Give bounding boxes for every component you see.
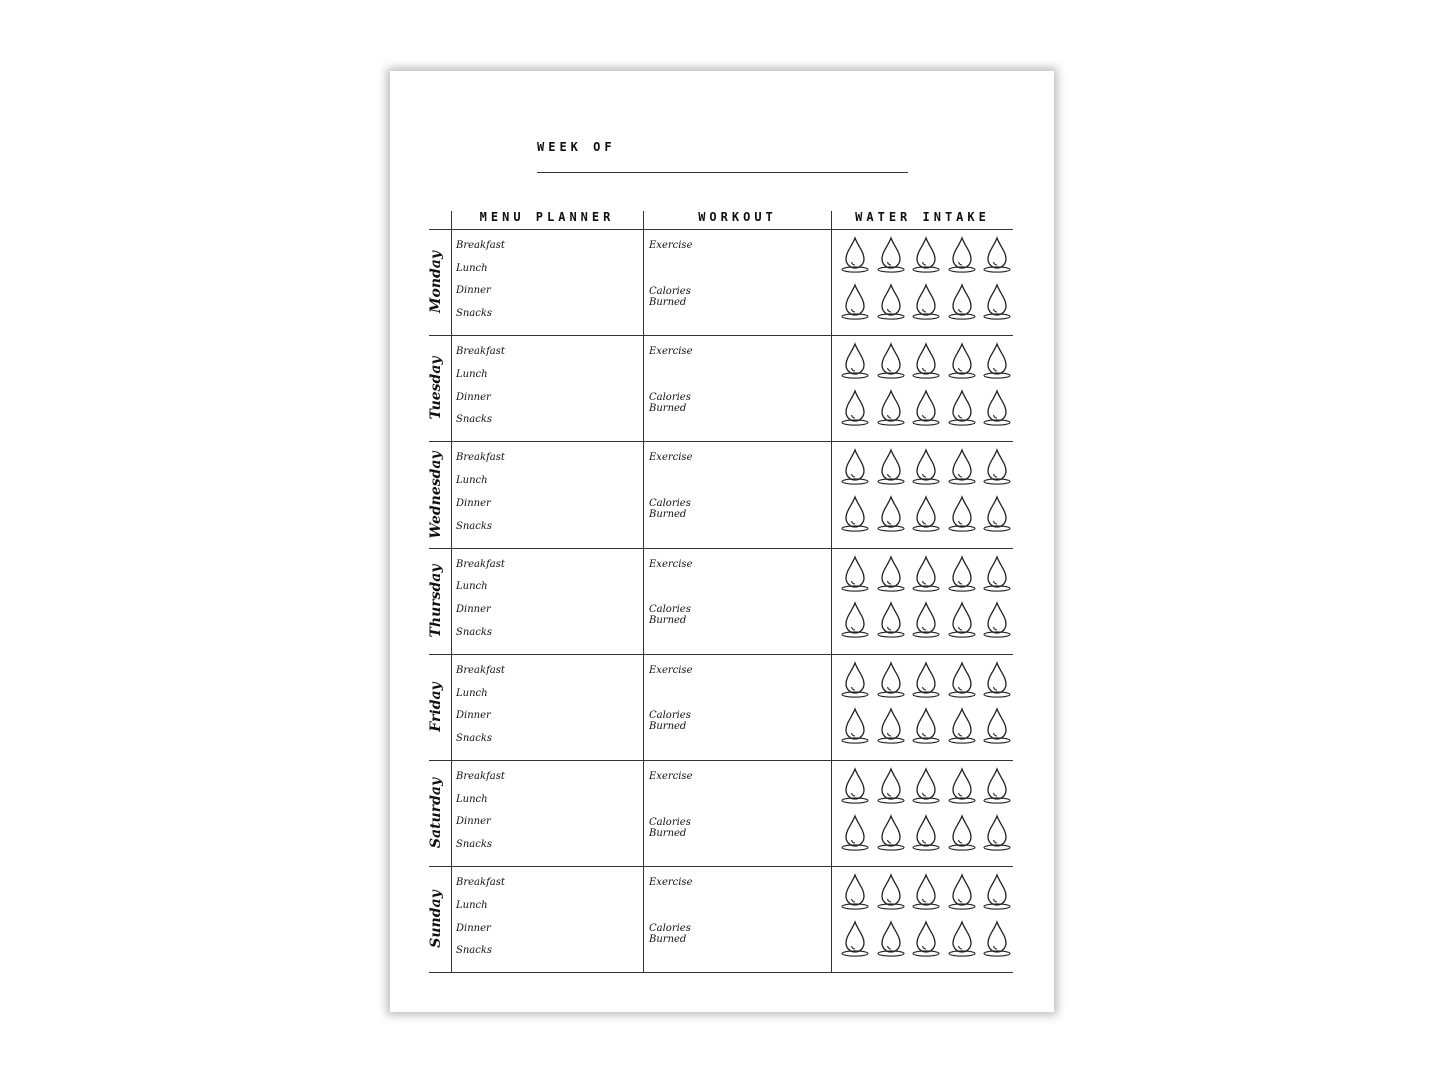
water-drop-icon[interactable] — [911, 283, 941, 321]
calories-burned-field[interactable]: Calories Burned — [649, 285, 691, 308]
calories-burned-field[interactable]: Calories Burned — [649, 604, 691, 627]
calories-burned-field[interactable]: Calories Burned — [649, 710, 691, 733]
water-drop-icon[interactable] — [947, 283, 977, 321]
day-label: Sunday — [428, 890, 444, 949]
water-drop-icon[interactable] — [982, 920, 1012, 958]
header-bottom-line — [429, 229, 1013, 230]
calories-burned-field[interactable]: Calories Burned — [649, 816, 691, 839]
water-drop-icon[interactable] — [947, 873, 977, 911]
water-drop-icon[interactable] — [876, 342, 906, 380]
row-divider — [429, 441, 1013, 442]
water-drop-icon[interactable] — [982, 389, 1012, 427]
water-drop-icon[interactable] — [947, 661, 977, 699]
water-drop-icon[interactable] — [911, 814, 941, 852]
exercise-field[interactable]: Exercise — [649, 240, 693, 251]
water-drop-icon[interactable] — [947, 389, 977, 427]
calories-burned-field[interactable]: Calories Burned — [649, 391, 691, 414]
water-drop-icon[interactable] — [911, 661, 941, 699]
water-intake-header: WATER INTAKE — [855, 210, 990, 224]
water-drop-icon[interactable] — [876, 920, 906, 958]
meal-dinner-field[interactable]: Dinner — [456, 922, 491, 934]
water-drop-icon[interactable] — [911, 342, 941, 380]
water-drop-icon[interactable] — [876, 283, 906, 321]
water-drop-icon[interactable] — [911, 873, 941, 911]
water-drop-icon[interactable] — [876, 767, 906, 805]
meal-lunch-field[interactable]: Lunch — [456, 581, 488, 593]
water-drop-icon[interactable] — [947, 601, 977, 639]
water-drop-icon[interactable] — [840, 707, 870, 745]
water-drop-icon[interactable] — [911, 920, 941, 958]
water-drop-icon[interactable] — [840, 236, 870, 274]
water-drop-icon[interactable] — [840, 342, 870, 380]
exercise-field[interactable]: Exercise — [649, 664, 693, 676]
water-drop-icon[interactable] — [840, 873, 870, 911]
divider-workout-water — [831, 211, 832, 972]
water-drop-icon[interactable] — [876, 601, 906, 639]
row-divider — [429, 654, 1013, 655]
water-drop-icon[interactable] — [840, 767, 870, 805]
water-drop-icon[interactable] — [911, 236, 941, 274]
meal-breakfast-field[interactable]: Breakfast — [456, 346, 505, 358]
water-drop-icon[interactable] — [876, 555, 906, 593]
meal-dinner-field[interactable]: Dinner — [456, 816, 491, 828]
day-label: Thursday — [428, 564, 444, 638]
exercise-field[interactable]: Exercise — [649, 877, 693, 889]
water-drop-icon[interactable] — [982, 283, 1012, 321]
day-label: Monday — [428, 251, 444, 314]
meal-snacks-field[interactable]: Snacks — [456, 945, 493, 957]
meal-snacks-field[interactable]: Snacks — [456, 839, 493, 851]
row-divider — [429, 760, 1013, 761]
exercise-field[interactable]: Exercise — [649, 558, 693, 570]
water-drop-icon[interactable] — [947, 555, 977, 593]
water-drop-icon[interactable] — [982, 448, 1012, 486]
water-drop-icon[interactable] — [982, 661, 1012, 699]
water-drop-icon[interactable] — [947, 814, 977, 852]
water-drop-icon[interactable] — [947, 236, 977, 274]
water-drop-icon[interactable] — [876, 873, 906, 911]
water-drop-icon[interactable] — [982, 707, 1012, 745]
water-drop-icon[interactable] — [911, 707, 941, 745]
day-label: Saturday — [428, 777, 444, 849]
meal-breakfast-field[interactable]: Breakfast — [456, 452, 505, 464]
water-drop-icon[interactable] — [840, 389, 870, 427]
meal-dinner-field[interactable]: Dinner — [456, 710, 491, 722]
water-drop-icon[interactable] — [840, 495, 870, 533]
water-drop-icon[interactable] — [982, 873, 1012, 911]
meal-snacks-field[interactable]: Snacks — [456, 732, 493, 744]
exercise-field[interactable]: Exercise — [649, 346, 693, 358]
meal-breakfast-field[interactable]: Breakfast — [456, 877, 505, 889]
water-drop-icon[interactable] — [876, 661, 906, 699]
exercise-field[interactable]: Exercise — [649, 771, 693, 782]
water-drop-icon[interactable] — [982, 342, 1012, 380]
day-label: Wednesday — [428, 450, 444, 539]
water-drop-icon[interactable] — [840, 448, 870, 486]
water-drop-icon[interactable] — [911, 389, 941, 427]
water-drop-icon[interactable] — [947, 495, 977, 533]
row-divider — [429, 866, 1013, 867]
water-drop-icon[interactable] — [947, 342, 977, 380]
meal-lunch-field[interactable]: Lunch — [456, 262, 488, 274]
meal-breakfast-field[interactable]: Breakfast — [456, 771, 505, 782]
day-label: Tuesday — [428, 356, 444, 420]
meal-lunch-field[interactable]: Lunch — [456, 899, 488, 911]
meal-lunch-field[interactable]: Lunch — [456, 475, 488, 487]
meal-snacks-field[interactable]: Snacks — [456, 414, 493, 426]
meal-dinner-field[interactable]: Dinner — [456, 391, 491, 403]
meal-lunch-field[interactable]: Lunch — [456, 368, 488, 380]
workout-header: WORKOUT — [698, 210, 777, 224]
divider-menu-workout — [643, 211, 644, 972]
meal-lunch-field[interactable]: Lunch — [456, 687, 488, 699]
water-drop-icon[interactable] — [911, 601, 941, 639]
calories-burned-field[interactable]: Calories Burned — [649, 497, 691, 520]
meal-snacks-field[interactable]: Snacks — [456, 308, 493, 320]
water-drop-icon[interactable] — [876, 814, 906, 852]
week-of-label: WEEK OF — [537, 140, 616, 154]
menu-planner-header: MENU PLANNER — [479, 210, 615, 224]
water-drop-icon[interactable] — [982, 495, 1012, 533]
water-drop-icon[interactable] — [982, 767, 1012, 805]
planner-page — [390, 71, 1054, 1012]
meal-snacks-field[interactable]: Snacks — [456, 520, 493, 532]
meal-lunch-field[interactable]: Lunch — [456, 793, 488, 805]
water-drop-icon[interactable] — [982, 601, 1012, 639]
water-drop-icon[interactable] — [840, 661, 870, 699]
water-drop-icon[interactable] — [911, 448, 941, 486]
meal-breakfast-field[interactable]: Breakfast — [456, 558, 505, 570]
water-drop-icon[interactable] — [947, 767, 977, 805]
water-drop-icon[interactable] — [840, 283, 870, 321]
week-of-line[interactable] — [537, 172, 908, 173]
divider-day-menu — [451, 211, 452, 972]
water-drop-icon[interactable] — [947, 920, 977, 958]
water-drop-icon[interactable] — [876, 448, 906, 486]
row-divider — [429, 335, 1013, 336]
calories-burned-field[interactable]: Calories Burned — [649, 922, 691, 945]
row-divider — [429, 548, 1013, 549]
water-drop-icon[interactable] — [876, 389, 906, 427]
meal-dinner-field[interactable]: Dinner — [456, 604, 491, 615]
water-drop-icon[interactable] — [982, 814, 1012, 852]
water-drop-icon[interactable] — [982, 236, 1012, 274]
meal-snacks-field[interactable]: Snacks — [456, 626, 493, 638]
meal-dinner-field[interactable]: Dinner — [456, 285, 491, 297]
water-drop-icon[interactable] — [840, 920, 870, 958]
water-drop-icon[interactable] — [982, 555, 1012, 593]
meal-dinner-field[interactable]: Dinner — [456, 497, 491, 509]
water-drop-icon[interactable] — [911, 495, 941, 533]
water-drop-icon[interactable] — [876, 495, 906, 533]
water-drop-icon[interactable] — [947, 448, 977, 486]
water-drop-icon[interactable] — [840, 601, 870, 639]
row-divider — [429, 972, 1013, 973]
meal-breakfast-field[interactable]: Breakfast — [456, 664, 505, 676]
water-drop-icon[interactable] — [911, 555, 941, 593]
day-label: Friday — [428, 682, 444, 732]
water-drop-icon[interactable] — [947, 707, 977, 745]
exercise-field[interactable]: Exercise — [649, 452, 693, 464]
water-drop-icon[interactable] — [876, 707, 906, 745]
water-drop-icon[interactable] — [911, 767, 941, 805]
water-drop-icon[interactable] — [840, 814, 870, 852]
water-drop-icon[interactable] — [876, 236, 906, 274]
meal-breakfast-field[interactable]: Breakfast — [456, 240, 505, 251]
water-drop-icon[interactable] — [840, 555, 870, 593]
